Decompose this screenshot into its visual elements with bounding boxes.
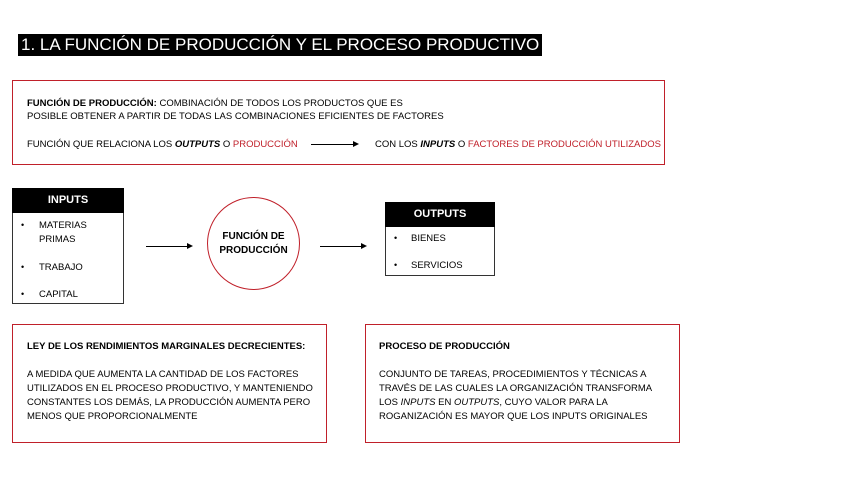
outputs-item-servicios: SERVICIOS <box>411 260 463 271</box>
arrow-outputs-line <box>320 246 361 247</box>
inputs-bullet-2: • <box>21 262 25 272</box>
proceso-inputs-word: INPUTS <box>400 397 436 408</box>
relation-o-2: O <box>455 139 468 150</box>
ley-line-1: A MEDIDA QUE AUMENTA LA CANTIDAD DE LOS FACTORES <box>27 369 299 380</box>
definition-box <box>12 80 665 165</box>
proceso-line-2: TRAVÉS DE LAS CUALES LA ORGANIZACIÓN TRANSFORMA <box>379 383 653 394</box>
proceso-line-3-post: , CUYO VALOR PARA LA <box>499 397 608 408</box>
definition-colon: : <box>153 98 157 109</box>
definition-term: FUNCIÓN DE PRODUCCIÓN <box>27 98 154 109</box>
outputs-word: OUTPUTS <box>174 139 221 150</box>
arrow-inputs-head <box>187 243 193 249</box>
outputs-item-bienes: BIENES <box>411 233 446 244</box>
inputs-item-capital: CAPITAL <box>39 289 78 300</box>
ley-line-2: UTILIZADOS EN EL PROCESO PRODUCTIVO, Y MANTENIENDO <box>27 383 313 394</box>
ley-line-4: MENOS QUE PROPORCIONALMENTE <box>27 411 198 422</box>
inputs-header: INPUTS <box>12 188 124 213</box>
relation-prefix: FUNCIÓN QUE RELACIONA LOS <box>27 139 175 150</box>
inputs-bullet-3: • <box>21 289 25 299</box>
definition-text-1: COMBINACIÓN DE TODOS LOS PRODUCTOS QUE ES <box>156 98 403 109</box>
relation-left <box>27 138 298 151</box>
ley-title: LEY DE LOS RENDIMIENTOS MARGINALES DECRECIENTES: <box>27 341 306 352</box>
proceso-box <box>365 324 680 443</box>
proceso-line-3 <box>379 396 608 409</box>
proceso-line-4: ROGANIZACIÓN ES MAYOR QUE LOS INPUTS ORIGINALES <box>379 411 648 422</box>
page-title: 1. LA FUNCIÓN DE PRODUCCIÓN Y EL PROCESO PRODUCTIVO <box>18 34 542 56</box>
definition-text-2: POSIBLE OBTENER A PARTIR DE TODAS LAS COMBINACIONES EFICIENTES DE FACTORES <box>27 111 444 122</box>
outputs-bullet-1: • <box>394 233 398 243</box>
outputs-header: OUTPUTS <box>385 202 495 227</box>
ley-box <box>12 324 327 443</box>
relation-mid: CON LOS <box>375 139 421 150</box>
circle-label-line-1: FUNCIÓN DE <box>222 230 285 242</box>
produccion-word: PRODUCCIÓN <box>232 139 298 150</box>
proceso-line-1: CONJUNTO DE TAREAS, PROCEDIMIENTOS Y TÉCNICAS A <box>379 369 647 380</box>
inputs-word: INPUTS <box>420 139 456 150</box>
relation-right <box>375 138 661 151</box>
relation-o-1: O <box>220 139 233 150</box>
definition-line-1 <box>27 97 403 110</box>
inputs-item-primas: PRIMAS <box>39 234 76 245</box>
ley-line-3: CONSTANTES LOS DEMÁS, LA PRODUCCIÓN AUMENTA PERO <box>27 397 311 408</box>
proceso-line-3-pre: LOS <box>379 397 401 408</box>
proceso-title: PROCESO DE PRODUCCIÓN <box>379 341 510 352</box>
relation-arrow-head <box>353 141 359 147</box>
proceso-outputs-word: OUTPUTS <box>453 397 500 408</box>
inputs-item-materias: MATERIAS <box>39 220 87 231</box>
inputs-item-trabajo: TRABAJO <box>39 262 83 273</box>
outputs-box <box>385 202 495 276</box>
circle-label-line-2: PRODUCCIÓN <box>219 244 288 256</box>
production-function-circle <box>207 197 300 290</box>
factores-word: FACTORES DE PRODUCCIÓN UTILIZADOS <box>467 139 661 150</box>
arrow-inputs-line <box>146 246 187 247</box>
arrow-outputs-head <box>361 243 367 249</box>
inputs-bullet-1: • <box>21 220 25 230</box>
relation-arrow-line <box>311 144 353 145</box>
proceso-line-3-mid: EN <box>435 397 454 408</box>
inputs-box <box>12 188 124 304</box>
outputs-bullet-2: • <box>394 260 398 270</box>
